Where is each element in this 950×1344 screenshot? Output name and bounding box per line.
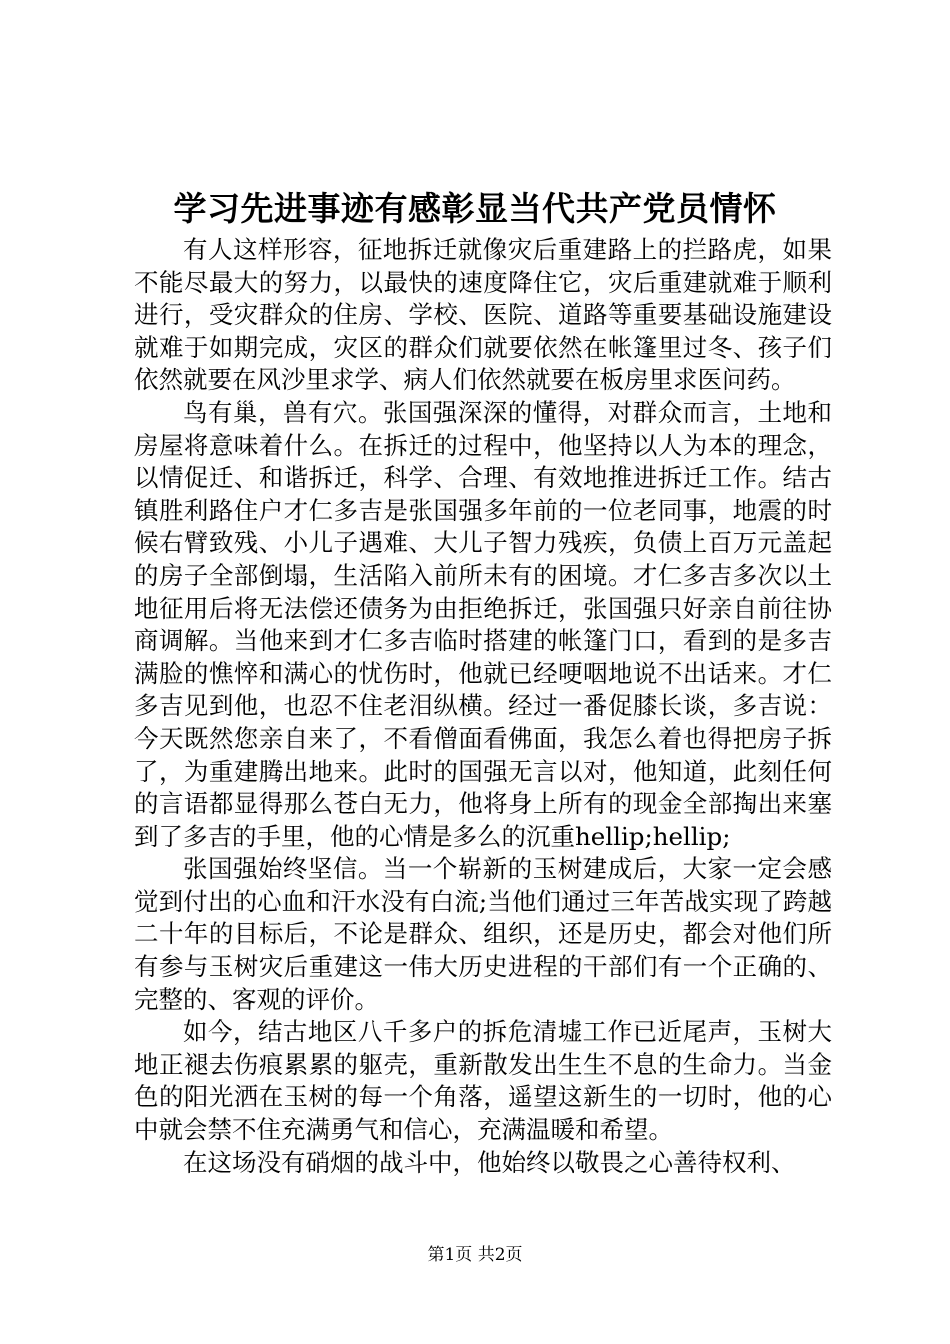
document-title: 学习先进事迹有感彰显当代共产党员情怀 [173,189,777,228]
paragraph: 如今，结古地区八千多户的拆危清墟工作已近尾声，玉树大地正褪去伤痕累累的躯壳，重新散发出生生不息的生命力。当金色的阳光洒在玉树的每一个角落，遥望这新生的一切时，他的心中就会禁不住充满勇气和信心，充满温暖和希望。 [134,1017,832,1145]
paragraph: 鸟有巢，兽有穴。张国强深深的懂得，对群众而言，土地和房屋将意味着什么。在拆迁的过程中，他坚持以人为本的理念，以情促迁、和谐拆迁，科学、合理、有效地推进拆迁工作。结古镇胜利路住户才仁多吉是张国强多年前的一位老同事，地震的时候右臂致残、小儿子遇难、大儿子智力残疾，负债上百万元盖起的房子全部倒塌，生活陷入前所未有的困境。才仁多吉多次以土地征用后将无法偿还债务为由拒绝拆迁，张国强只好亲自前往协商调解。当他来到才仁多吉临时搭建的帐篷门口，看到的是多吉满脸的憔悴和满心的忧伤时，他就已经哽咽地说不出话来。才仁多吉见到他，也忍不住老泪纵横。经过一番促膝长谈，多吉说：今天既然您亲自来了，不看僧面看佛面，我怎么着也得把房子拆了，为重建腾出地来。此时的国强无言以对，他知道，此刻任何的言语都显得那么苍白无力，他将身上所有的现金全部掏出来塞到了多吉的手里，他的心情是多么的沉重hellip;hellip; [134,397,832,851]
paragraph: 张国强始终坚信。当一个崭新的玉树建成后，大家一定会感觉到付出的心血和汗水没有白流;当他们通过三年苦战实现了跨越二十年的目标后，不论是群众、组织，还是历史，都会对他们所有参与玉树灾后重建这一伟大历史进程的干部们有一个正确的、完整的、客观的评价。 [134,854,832,1014]
page-footer: 第1页 共2页 [427,1245,523,1265]
paragraph: 有人这样形容，征地拆迁就像灾后重建路上的拦路虎，如果不能尽最大的努力，以最快的速度降住它，灾后重建就难于顺利进行，受灾群众的住房、学校、医院、道路等重要基础设施建设就难于如期完成，灾区的群众们就要依然在帐篷里过冬、孩子们依然就要在风沙里求学、病人们依然就要在板房里求医问药。 [134,235,832,395]
paragraph: 在这场没有硝烟的战斗中，他始终以敬畏之心善待权利、 [183,1147,796,1177]
document-body [134,234,832,1179]
